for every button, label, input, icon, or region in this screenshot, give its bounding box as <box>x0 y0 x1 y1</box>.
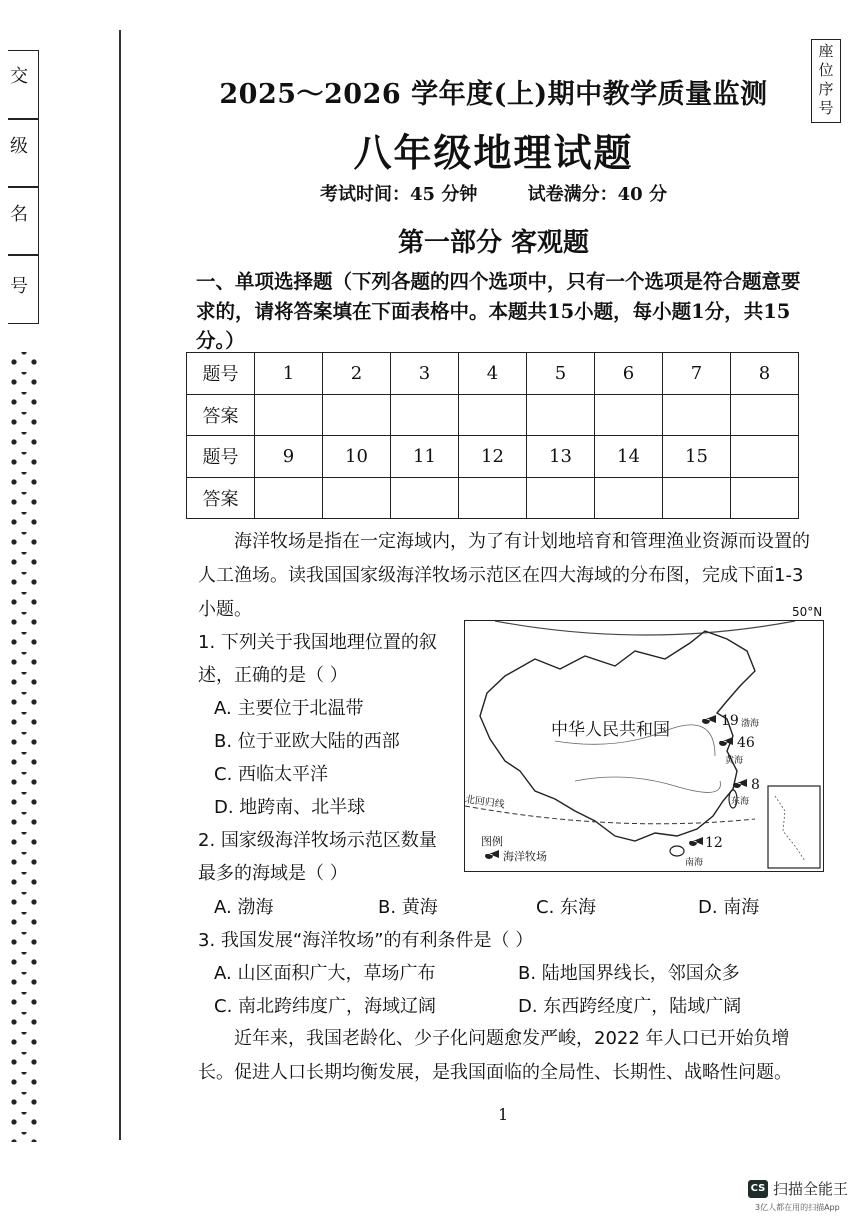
hainan-island <box>670 846 684 856</box>
question-2-option-a: A. 渤海 <box>214 897 274 918</box>
question-number-cell: 15 <box>663 436 731 478</box>
question-number-cell: 13 <box>527 436 595 478</box>
sea-name-nanhai: 南海 <box>685 858 704 868</box>
question-1-option-d: D. 地跨南、北半球 <box>214 797 366 818</box>
closing-paragraph: 近年来，我国老龄化、少子化问题愈发严峻，2022 年人口已开始负增长。促进人口长期均衡发展，是我国面临的全局性、长期性、战略性问题。 <box>198 1028 792 1083</box>
answer-cell[interactable] <box>459 394 527 436</box>
binding-divider <box>8 186 38 188</box>
binding-label-class: 交 <box>10 66 28 87</box>
question-number-cell: 2 <box>323 353 391 395</box>
answer-cell[interactable] <box>323 477 391 519</box>
section-heading: 一、单项选择题（下列各题的四个选项中，只有一个选项是符合题意要求的，请将答案填在下面表格中。本题共15小题，每小题1分，共15分。） <box>196 270 801 352</box>
question-number-cell <box>731 436 799 478</box>
question-1-line1: 1. 下列关于我国地理位置的叙 <box>198 632 437 653</box>
table-row <box>187 394 799 436</box>
question-number-cell: 10 <box>323 436 391 478</box>
answer-cell[interactable] <box>731 394 799 436</box>
binding-divider <box>8 118 38 120</box>
fish-marker-icon <box>689 837 703 846</box>
exam-title: 2025～2026 学年度(上)期中教学质量监测 <box>219 79 768 110</box>
answer-cell[interactable] <box>731 477 799 519</box>
question-1-option-c: C. 西临太平洋 <box>214 764 329 785</box>
answer-cell[interactable] <box>459 477 527 519</box>
row-label-number: 题号 <box>187 436 255 478</box>
subject-title: 八年级地理试题 <box>353 130 634 175</box>
latitude-arc <box>495 621 795 635</box>
marine-ranch-map <box>464 620 824 872</box>
row-label-answer: 答案 <box>187 477 255 519</box>
answer-cell[interactable] <box>663 394 731 436</box>
answer-cell[interactable] <box>663 477 731 519</box>
sea-name-huanghai: 黄海 <box>725 756 744 766</box>
fish-marker-icon <box>719 737 733 746</box>
fish-marker-icon <box>702 715 716 724</box>
question-1-option-b: B. 位于亚欧大陆的西部 <box>214 731 400 752</box>
sea-count-nanhai: 12 <box>705 835 723 851</box>
river-line <box>575 777 720 792</box>
sea-name-bohai: 渤海 <box>741 719 760 729</box>
question-number-cell: 11 <box>391 436 459 478</box>
table-row <box>187 436 799 478</box>
question-3-option-a: A. 山区面积广大，草场广布 <box>214 963 436 984</box>
scanner-logo-icon: CS <box>748 1180 768 1198</box>
answer-table <box>186 352 799 519</box>
answer-cell[interactable] <box>255 394 323 436</box>
question-number-cell: 9 <box>255 436 323 478</box>
part-title: 第一部分 客观题 <box>397 228 590 258</box>
sea-count-bohai: 19 <box>721 713 739 729</box>
binding-divider <box>8 254 38 256</box>
question-3-text: 3. 我国发展“海洋牧场”的有利条件是（ ） <box>198 930 534 951</box>
question-1-line2: 述，正确的是（ ） <box>198 665 348 686</box>
question-number-cell: 12 <box>459 436 527 478</box>
question-number-cell: 6 <box>595 353 663 395</box>
question-number-cell: 7 <box>663 353 731 395</box>
answer-cell[interactable] <box>391 394 459 436</box>
south-sea-boundary <box>775 796 805 861</box>
map-latitude-label: 50°N <box>792 605 823 619</box>
page-number: 1 <box>498 1105 509 1124</box>
question-2-line1: 2. 国家级海洋牧场示范区数量 <box>198 830 437 851</box>
map-tropic-label: 北回归线 <box>464 794 506 811</box>
question-2-option-d: D. 南海 <box>698 897 760 918</box>
intro-paragraph: 海洋牧场是指在一定海域内，为了有计划地培育和管理渔业资源而设置的人工渔场。读我国国家级海洋牧场示范区在四大海域的分布图，完成下面1-3 小题。 <box>198 531 810 620</box>
scanner-app-name: 扫描全能王 <box>773 1180 849 1198</box>
question-number-cell: 4 <box>459 353 527 395</box>
question-number-cell: 5 <box>527 353 595 395</box>
answer-cell[interactable] <box>527 477 595 519</box>
table-row <box>187 477 799 519</box>
map-legend-item: 海洋牧场 <box>503 850 547 863</box>
south-sea-inset <box>768 786 820 868</box>
answer-cell[interactable] <box>595 394 663 436</box>
map-drawing <box>465 621 822 870</box>
sea-name-donghai: 东海 <box>731 797 750 807</box>
legend-fish-icon <box>485 850 499 859</box>
binding-strip <box>0 0 120 1228</box>
question-1-option-a: A. 主要位于北温带 <box>214 698 364 719</box>
sea-count-donghai: 8 <box>751 777 760 793</box>
question-3-option-d: D. 东西跨经度广，陆域广阔 <box>518 996 742 1017</box>
full-score: 试卷满分：40 分 <box>527 184 667 205</box>
exam-info <box>120 180 867 206</box>
binding-label-name: 名 <box>10 204 28 225</box>
question-3-option-c: C. 南北跨纬度广，海域辽阔 <box>214 996 437 1017</box>
table-row <box>187 353 799 395</box>
answer-cell[interactable] <box>323 394 391 436</box>
row-label-answer: 答案 <box>187 394 255 436</box>
question-2-option-c: C. 东海 <box>536 897 597 918</box>
question-number-cell: 8 <box>731 353 799 395</box>
row-label-number: 题号 <box>187 353 255 395</box>
answer-cell[interactable] <box>391 477 459 519</box>
binding-label-number: 号 <box>10 276 28 297</box>
answer-cell[interactable] <box>527 394 595 436</box>
question-number-cell: 14 <box>595 436 663 478</box>
answer-cell[interactable] <box>595 477 663 519</box>
tropic-of-cancer-line <box>465 806 755 824</box>
question-number-cell: 3 <box>391 353 459 395</box>
question-2-option-b: B. 黄海 <box>378 897 438 918</box>
exam-time: 考试时间：45 分钟 <box>320 184 478 205</box>
answer-cell[interactable] <box>255 477 323 519</box>
seat-number-label: 座位序号 <box>818 42 834 117</box>
question-3-option-b: B. 陆地国界线长，邻国众多 <box>518 963 740 984</box>
scanner-tagline: 3亿人都在用的扫描App <box>755 1203 840 1212</box>
question-2-line2: 最多的海域是（ ） <box>198 863 348 884</box>
map-country-label: 中华人民共和国 <box>551 720 670 740</box>
binding-label-grade: 级 <box>10 136 28 157</box>
map-legend-title: 图例 <box>481 835 503 848</box>
sea-count-huanghai: 46 <box>737 735 755 751</box>
question-number-cell: 1 <box>255 353 323 395</box>
binding-decorative-pattern <box>4 352 44 1142</box>
